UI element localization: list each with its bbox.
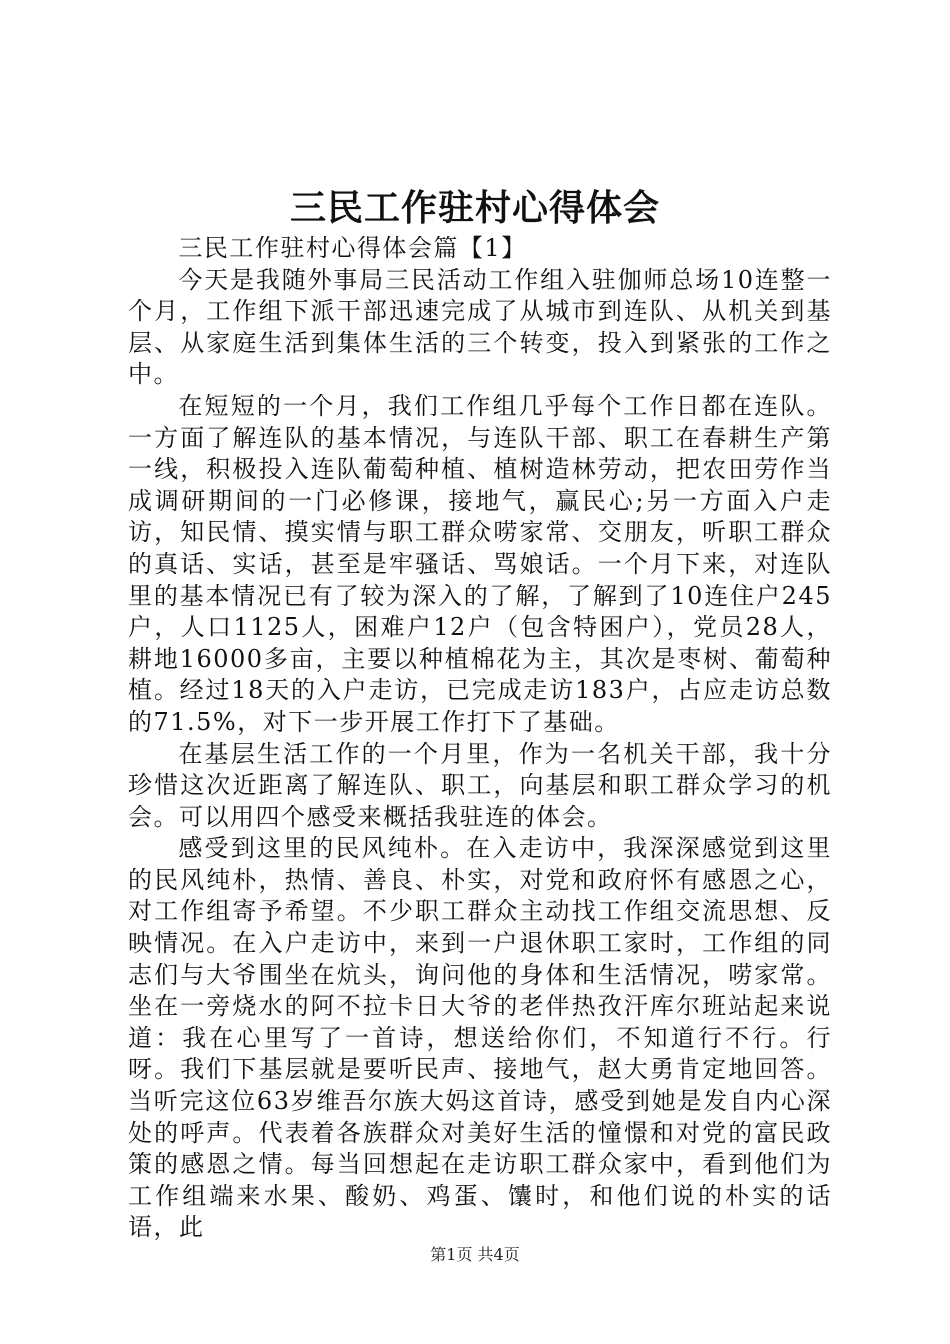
- document-body: [128, 233, 832, 1244]
- document-title: 三民工作驻村心得体会: [289, 187, 660, 229]
- paragraph: 感受到这里的民风纯朴。在入走访中，我深深感觉到这里的民风纯朴，热情、善良、朴实，对党和政府怀有感恩之心，对工作组寄予希望。不少职工群众主动找工作组交流思想、反映情况。在入户走访中，来到一户退休职工家时，工作组的同志们与大爷围坐在炕头，询问他的身体和生活情况，唠家常。坐在一旁烧水的阿不拉卡日大爷的老伴热孜汗库尔班站起来说道：我在心里写了一首诗，想送给你们，不知道行不行。行呀。我们下基层就是要听民声、接地气，赵大勇肯定地回答。当听完这位63岁维吾尔族大妈这首诗，感受到她是发自内心深处的呼声。代表着各族群众对美好生活的憧憬和对党的富民政策的感恩之情。每当回想起在走访职工群众家中，看到他们为工作组端来水果、酸奶、鸡蛋、馕时，和他们说的朴实的话语，此: [128, 834, 832, 1242]
- page-footer: 第1页 共4页: [430, 1245, 520, 1264]
- paragraph: 在短短的一个月，我们工作组几乎每个工作日都在连队。一方面了解连队的基本情况，与连队干部、职工在春耕生产第一线，积极投入连队葡萄种植、植树造林劳动，把农田劳作当成调研期间的一门必修课，接地气，赢民心;另一方面入户走访，知民情、摸实情与职工群众唠家常、交朋友，听职工群众的真话、实话，甚至是牢骚话、骂娘话。一个月下来，对连队里的基本情况已有了较为深入的了解，了解到了10连住户245户，人口1125人，困难户12户（包含特困户），党员28人，耕地16000多亩，主要以种植棉花为主，其次是枣树、葡萄种植。经过18天的入户走访，已完成走访183户，占应走访总数的71.5%，对下一步开展工作打下了基础。: [128, 391, 832, 736]
- paragraph: 在基层生活工作的一个月里，作为一名机关干部，我十分珍惜这次近距离了解连队、职工，向基层和职工群众学习的机会。可以用四个感受来概括我驻连的体会。: [128, 739, 832, 831]
- paragraph: 今天是我随外事局三民活动工作组入驻伽师总场10连整一个月，工作组下派干部迅速完成了从城市到连队、从机关到基层、从家庭生活到集体生活的三个转变，投入到紧张的工作之中。: [128, 265, 832, 389]
- subheading: 三民工作驻村心得体会篇【1】: [178, 234, 527, 262]
